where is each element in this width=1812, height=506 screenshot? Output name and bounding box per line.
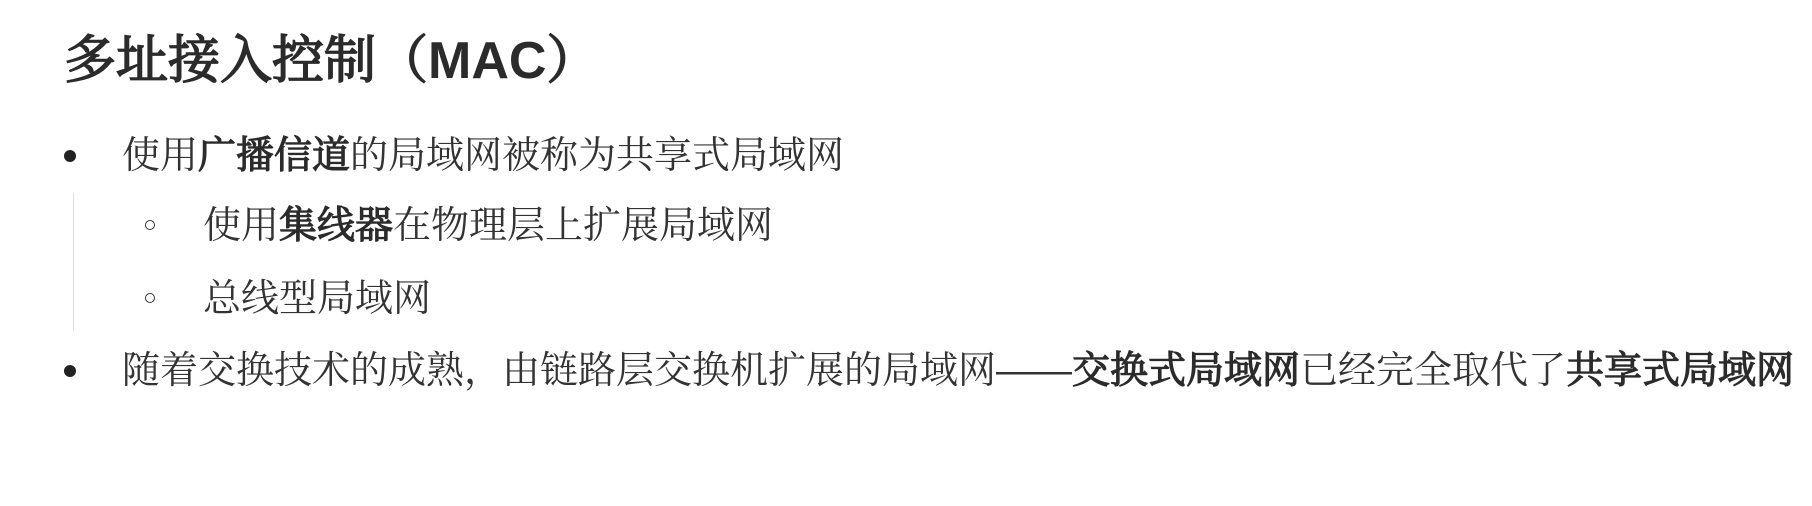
list-item-text [203, 271, 431, 327]
list-item-text [122, 128, 844, 184]
list-item-text [122, 343, 1794, 399]
bold-term: 共享式局域网 [1566, 350, 1795, 392]
text-run: 的局域网被称为共享式局域网 [350, 135, 845, 177]
bullet-disc-icon [64, 150, 76, 162]
bullet-circle-icon [145, 220, 155, 230]
bold-term: 交换式局域网 [1072, 350, 1301, 392]
page-title: 多址接入控制（MAC） [64, 32, 599, 90]
text-run: 在物理层上扩展局域网 [393, 205, 774, 247]
text-run: 随着交换技术的成熟，由链路层交换机扩展的局域网—— [122, 350, 1073, 392]
text-run: 已经完全取代了 [1300, 350, 1567, 392]
bullet-circle-icon [145, 293, 155, 303]
bullet-disc-icon [64, 365, 76, 377]
list-item-text [203, 198, 773, 254]
nested-list-rule [73, 193, 74, 331]
text-run: 使用 [203, 205, 280, 247]
text-run: 使用 [122, 135, 199, 177]
bold-term: 广播信道 [198, 135, 351, 177]
bold-term: 集线器 [279, 205, 394, 247]
text-run: 总线型局域网 [203, 278, 432, 320]
